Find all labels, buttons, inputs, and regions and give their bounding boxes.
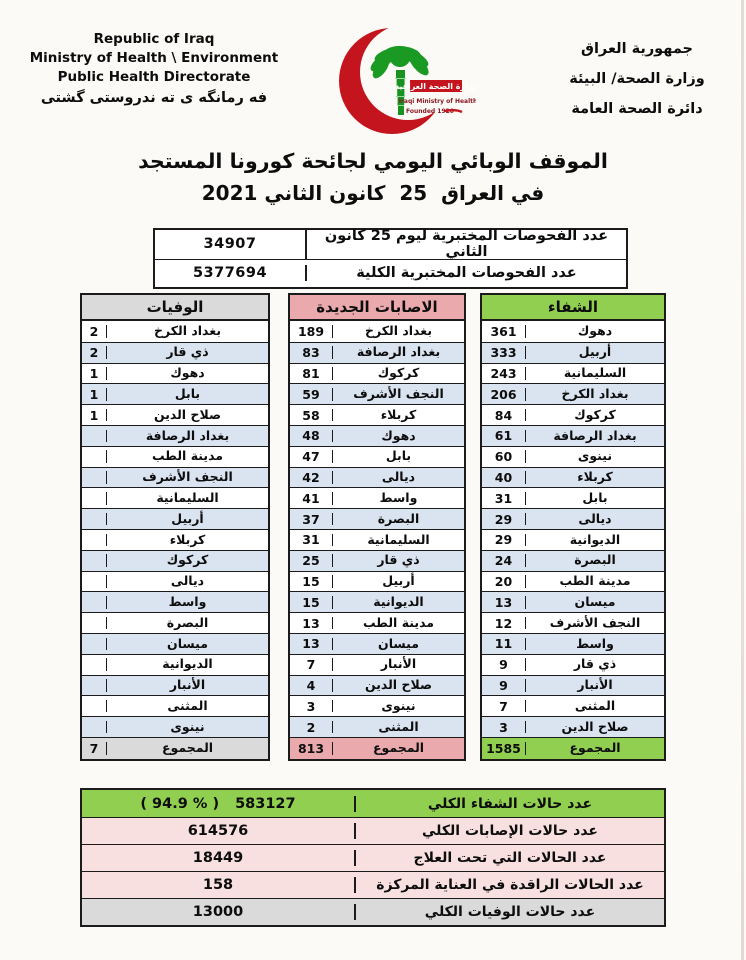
summary-label: عدد الحالات الراقدة في العناية المركزة — [354, 877, 664, 893]
governorate-name: ميسان — [106, 638, 268, 651]
table-row — [482, 591, 664, 612]
recoveries-count: 9 — [499, 677, 508, 693]
table-row — [82, 675, 268, 696]
header-line-ministry-ar: وزارة الصحة/ البيئة — [569, 71, 705, 87]
table-row — [290, 425, 464, 446]
total-deaths-value: 13000 — [192, 904, 244, 920]
governorate-name: السليمانية — [525, 367, 664, 380]
table-row — [482, 467, 664, 488]
governorate-name: صلاح الدين — [525, 721, 664, 734]
governorate-name: البصرة — [106, 617, 268, 630]
recoveries-count: 20 — [494, 573, 513, 589]
table-row — [82, 383, 268, 404]
table-row — [482, 529, 664, 550]
ministry-logo — [326, 18, 476, 140]
governorate-name: نينوى — [106, 721, 268, 734]
table-row — [290, 529, 464, 550]
icu-cases-value: 158 — [202, 877, 234, 893]
governorate-name: كربلاء — [106, 534, 268, 547]
recoveries-count: 9 — [499, 657, 508, 673]
governorate-name: صلاح الدين — [106, 409, 268, 422]
cases-count: 3 — [306, 698, 316, 714]
recovery-total-value: 1585 — [486, 740, 521, 756]
recoveries-count: 11 — [494, 636, 513, 652]
governorate-name: المثنى — [332, 721, 464, 734]
recovery-total-row — [482, 737, 664, 759]
governorate-name: بغداد الكرخ — [332, 325, 464, 338]
governorate-name: مدينة الطب — [332, 617, 464, 630]
governorate-name: واسط — [332, 492, 464, 505]
recoveries-count: 7 — [499, 698, 508, 714]
report-title-line2: في العراق 25 كانون الثاني 2021 — [201, 181, 545, 205]
summary-table — [80, 788, 666, 927]
governorate-name: صلاح الدين — [332, 679, 464, 692]
table-row — [82, 508, 268, 529]
recoveries-count: 13 — [494, 594, 513, 610]
governorate-name: دهوك — [525, 325, 664, 338]
governorate-name: بغداد الرصافة — [106, 430, 268, 443]
new-cases-total-label: المجموع — [332, 742, 464, 755]
cases-count: 13 — [302, 636, 320, 652]
governorate-name: كركوك — [525, 409, 664, 422]
governorate-name: الديوانية — [525, 534, 664, 547]
cases-count: 47 — [302, 449, 320, 465]
total-cases-value: 614576 — [187, 823, 249, 839]
table-row — [482, 654, 664, 675]
header-line-ministry-en: Ministry of Health \ Environment — [29, 50, 279, 66]
deaths-total-value: 7 — [89, 740, 99, 756]
table-row — [82, 446, 268, 467]
recoveries-count: 31 — [494, 490, 513, 506]
table-row — [482, 716, 664, 737]
table-row — [290, 591, 464, 612]
governorate-name: أربيل — [332, 575, 464, 588]
header-line-country-en: Republic of Iraq — [93, 31, 215, 47]
deaths-count: 1 — [89, 386, 99, 402]
deaths-count: 1 — [89, 407, 99, 423]
cases-count: 81 — [302, 365, 320, 381]
total-tests-label: عدد الفحوصات المختبرية الكلية — [305, 265, 626, 281]
table-row — [482, 633, 664, 654]
governorate-name: أربيل — [106, 513, 268, 526]
governorate-name: النجف الأشرف — [525, 617, 664, 630]
deaths-total-label: المجموع — [106, 742, 268, 755]
deaths-count: 2 — [89, 345, 99, 361]
governorate-name: نينوى — [525, 450, 664, 463]
recovery-table — [480, 293, 666, 761]
table-row — [482, 571, 664, 592]
governorate-name: دهوك — [332, 430, 464, 443]
header-line-kurdish: فه رمانگه ی ته ندروستی گشتی — [40, 90, 268, 106]
arabic-header-block — [548, 34, 726, 124]
total-tests-row — [155, 259, 626, 288]
daily-tests-row — [155, 230, 626, 259]
governorate-name: المثنى — [106, 700, 268, 713]
cases-count: 15 — [302, 573, 320, 589]
photo-edge-shadow — [741, 0, 744, 960]
table-row — [82, 612, 268, 633]
governorate-name: كركوك — [332, 367, 464, 380]
table-row — [82, 467, 268, 488]
deaths-table-body — [82, 321, 268, 737]
table-row — [82, 321, 268, 342]
english-header-block — [26, 30, 282, 108]
governorate-name: بابل — [332, 450, 464, 463]
governorate-name: كركوك — [106, 554, 268, 567]
summary-value — [82, 796, 354, 812]
summary-label: عدد الحالات التي تحت العلاج — [354, 850, 664, 866]
table-row — [290, 383, 464, 404]
governorate-name: البصرة — [525, 554, 664, 567]
table-row — [290, 508, 464, 529]
logo-banner-text: وزارة الصحة العراقية — [394, 82, 476, 91]
table-row — [482, 487, 664, 508]
table-row — [290, 695, 464, 716]
report-title-line1: الموقف الوبائي اليومي لجائحة كورونا المستجد — [138, 149, 608, 173]
table-row — [482, 675, 664, 696]
cases-count: 25 — [302, 553, 320, 569]
governorate-name: كربلاء — [332, 409, 464, 422]
table-row — [482, 404, 664, 425]
table-row — [482, 342, 664, 363]
table-row — [82, 529, 268, 550]
governorate-name: مدينة الطب — [525, 575, 664, 588]
recoveries-count: 61 — [494, 428, 513, 444]
governorate-name: بغداد الكرخ — [525, 388, 664, 401]
table-row — [82, 633, 268, 654]
governorate-name: الديوانية — [106, 658, 268, 671]
recoveries-count: 29 — [494, 511, 513, 527]
recoveries-count: 3 — [499, 719, 508, 735]
governorate-name: البصرة — [332, 513, 464, 526]
summary-row-total-recoveries — [82, 790, 664, 817]
governorate-name: النجف الأشرف — [106, 471, 268, 484]
table-row — [290, 363, 464, 384]
table-row — [482, 695, 664, 716]
recoveries-count: 206 — [490, 386, 517, 402]
deaths-total-row — [82, 737, 268, 759]
under-treatment-value: 18449 — [192, 850, 244, 866]
governorate-name: بغداد الرصافة — [525, 430, 664, 443]
cases-count: 2 — [306, 719, 316, 735]
new-cases-total-row — [290, 737, 464, 759]
table-row — [82, 425, 268, 446]
governorate-name: الأنبار — [106, 679, 268, 692]
table-row — [482, 425, 664, 446]
summary-row-total-deaths — [82, 898, 664, 925]
governorate-name: مدينة الطب — [106, 450, 268, 463]
governorate-name: بغداد الكرخ — [106, 325, 268, 338]
recoveries-count: 29 — [494, 532, 513, 548]
table-row — [482, 508, 664, 529]
governorate-name: ذي قار — [106, 346, 268, 359]
table-row — [482, 363, 664, 384]
header-line-directorate-en: Public Health Directorate — [57, 69, 251, 85]
table-row — [82, 591, 268, 612]
summary-row-icu-cases — [82, 871, 664, 898]
table-row — [82, 342, 268, 363]
cases-count: 48 — [302, 428, 320, 444]
table-row — [482, 383, 664, 404]
recoveries-count: 40 — [494, 469, 513, 485]
new-cases-total-value: 813 — [297, 740, 325, 756]
deaths-count: 1 — [89, 365, 99, 381]
cases-count: 189 — [297, 323, 325, 339]
governorate-name: واسط — [106, 596, 268, 609]
recoveries-count: 333 — [490, 345, 517, 361]
deaths-count: 2 — [89, 323, 99, 339]
table-row — [82, 363, 268, 384]
table-row — [290, 571, 464, 592]
report-title — [0, 149, 746, 205]
table-row — [82, 550, 268, 571]
total-tests-value: 5377694 — [192, 265, 268, 282]
new-cases-table-header: الاصابات الجديدة — [290, 295, 464, 321]
cases-count: 83 — [302, 345, 320, 361]
governorate-name: الأنبار — [332, 658, 464, 671]
cases-count: 31 — [302, 532, 320, 548]
daily-tests-value: 34907 — [203, 236, 257, 253]
cases-count: 59 — [302, 386, 320, 402]
governorate-name: دهوك — [106, 367, 268, 380]
recoveries-count: 84 — [494, 407, 513, 423]
governorate-name: ذي قار — [525, 658, 664, 671]
cases-count: 42 — [302, 469, 320, 485]
recoveries-count: 60 — [494, 449, 513, 465]
table-row — [290, 487, 464, 508]
cases-count: 58 — [302, 407, 320, 423]
recoveries-count: 243 — [490, 365, 517, 381]
logo-banner — [395, 80, 476, 115]
cases-count: 15 — [302, 594, 320, 610]
table-row — [82, 404, 268, 425]
governorate-name: كربلاء — [525, 471, 664, 484]
header-line-country-ar: جمهورية العراق — [580, 41, 694, 57]
table-row — [290, 550, 464, 571]
governorate-name: بابل — [525, 492, 664, 505]
recoveries-count: 361 — [490, 323, 517, 339]
total-recoveries-value: 583127 — [235, 795, 296, 812]
governorate-name: بابل — [106, 388, 268, 401]
cases-count: 13 — [302, 615, 320, 631]
governorate-name: واسط — [525, 638, 664, 651]
governorate-name: أربيل — [525, 346, 664, 359]
governorate-name: المثنى — [525, 700, 664, 713]
governorate-name: ميسان — [332, 638, 464, 651]
summary-row-total-cases — [82, 817, 664, 844]
governorate-name: الأنبار — [525, 679, 664, 692]
deaths-table — [80, 293, 270, 761]
table-row — [290, 675, 464, 696]
table-row — [290, 612, 464, 633]
red-crescent-palm-icon — [326, 18, 476, 140]
table-row — [482, 550, 664, 571]
governorate-name: ديالى — [332, 471, 464, 484]
table-row — [82, 716, 268, 737]
table-row — [482, 612, 664, 633]
governorate-name: الديوانية — [332, 596, 464, 609]
cases-count: 7 — [306, 657, 316, 673]
recovery-percentage: ( 94.9 % ) — [140, 795, 220, 812]
table-row — [290, 342, 464, 363]
recovery-table-body — [482, 321, 664, 737]
table-row — [482, 446, 664, 467]
logo-english-line2: Founded 1920 — [406, 108, 454, 115]
table-row — [82, 695, 268, 716]
deaths-table-header: الوفيات — [82, 295, 268, 321]
new-cases-table — [288, 293, 466, 761]
governorate-name: نينوى — [332, 700, 464, 713]
governorate-name: السليمانية — [106, 492, 268, 505]
table-row — [482, 321, 664, 342]
table-row — [290, 633, 464, 654]
governorate-name: ميسان — [525, 596, 664, 609]
governorate-name: النجف الأشرف — [332, 388, 464, 401]
cases-count: 41 — [302, 490, 320, 506]
summary-row-under-treatment — [82, 844, 664, 871]
table-row — [290, 654, 464, 675]
table-row — [82, 571, 268, 592]
summary-label: عدد حالات الإصابات الكلي — [354, 823, 664, 839]
recovery-total-label: المجموع — [525, 742, 664, 755]
lab-tests-table — [153, 228, 628, 289]
governorate-name: بغداد الرصافة — [332, 346, 464, 359]
new-cases-table-body — [290, 321, 464, 737]
recoveries-count: 24 — [494, 553, 513, 569]
table-row — [290, 467, 464, 488]
table-row — [290, 404, 464, 425]
recoveries-count: 12 — [494, 615, 513, 631]
daily-tests-label: عدد الفحوصات المختبرية ليوم 25 كانون الثاني — [305, 228, 626, 260]
table-row — [82, 654, 268, 675]
cases-count: 4 — [306, 677, 316, 693]
table-row — [290, 446, 464, 467]
governorate-name: ديالى — [106, 575, 268, 588]
table-row — [290, 321, 464, 342]
table-row — [82, 487, 268, 508]
header-line-directorate-ar: دائرة الصحة العامة — [571, 101, 703, 117]
governorate-name: السليمانية — [332, 534, 464, 547]
summary-label: عدد حالات الشفاء الكلي — [354, 796, 664, 812]
governorate-name: ذي قار — [332, 554, 464, 567]
table-row — [290, 716, 464, 737]
recovery-table-header: الشفاء — [482, 295, 664, 321]
summary-label: عدد حالات الوفيات الكلي — [354, 904, 664, 920]
cases-count: 37 — [302, 511, 320, 527]
governorate-name: ديالى — [525, 513, 664, 526]
logo-english-line1: Iraqi Ministry of Health — [398, 98, 476, 105]
